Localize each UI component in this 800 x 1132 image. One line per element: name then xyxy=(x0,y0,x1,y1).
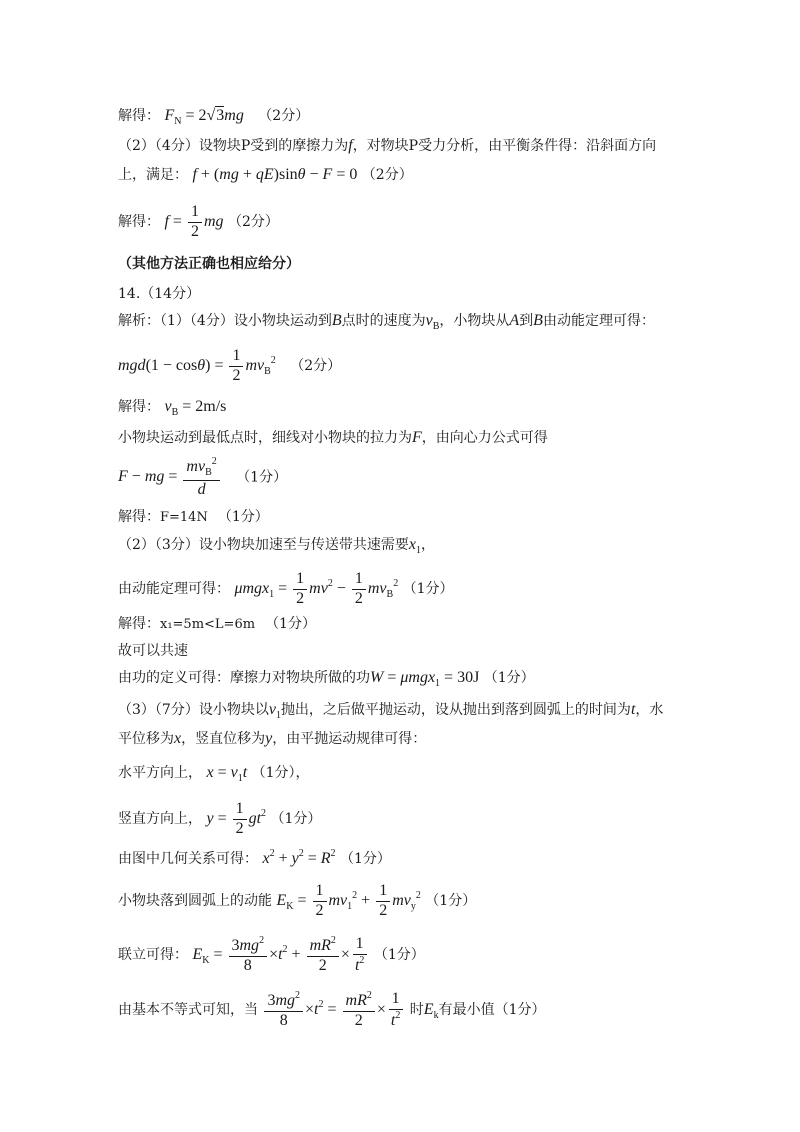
text: 由基本不等式可知，当 xyxy=(118,1001,258,1018)
text: 抛出，之后做平抛运动，设从抛出到落到圆弧上的时间为 xyxy=(280,702,631,718)
line-part3-intro xyxy=(118,702,663,721)
text: 上，满足： xyxy=(118,167,188,183)
text: 解得： xyxy=(118,108,160,124)
text: 解得： xyxy=(118,213,160,230)
text: 联立可得： xyxy=(118,946,188,963)
formula-centripetal: F − mg = $\frac{mv_B^2}{d}$ xyxy=(118,468,222,485)
line-centripetal-intro xyxy=(118,430,548,446)
question-number: 14.（14分） xyxy=(118,286,201,302)
line-conclusion xyxy=(118,644,188,658)
formula-geometry: $x^2 + y^2 = R^2$ xyxy=(262,848,336,867)
line-horizontal xyxy=(118,765,310,784)
line-balance-equation xyxy=(118,167,413,183)
line-work-definition xyxy=(118,670,535,689)
line-vertical xyxy=(118,801,321,838)
text: ，竖直位移为 xyxy=(181,731,266,747)
line-combined xyxy=(118,936,425,975)
text: 小物块落到圆弧上的动能 xyxy=(118,892,272,909)
text: 由动能定理可得： xyxy=(542,313,655,329)
line-work-energy xyxy=(118,571,454,608)
score: （2分） xyxy=(361,167,413,183)
line-geometry xyxy=(118,849,391,867)
score: （1分）， xyxy=(251,765,310,781)
line-part1-intro xyxy=(118,313,655,332)
text: ， xyxy=(420,537,435,553)
text: ，小物块从 xyxy=(439,313,510,329)
text: 小物块运动到最低点时，细线对小物块的拉力为 xyxy=(118,430,412,446)
text: 由功的定义可得：摩擦力对物块所做的功 xyxy=(118,670,370,686)
line-inequality xyxy=(118,991,546,1030)
text: 竖直方向上， xyxy=(118,810,202,827)
text: 水平方向上， xyxy=(118,765,202,781)
formula-vertical: y = $\frac{1}{2}$ $gt^2$ xyxy=(206,800,267,837)
line-kinetic-energy xyxy=(118,883,476,920)
text: 解析：（1）（4分）设小物块运动到 xyxy=(118,313,332,329)
formula-vb: $v_B = 2m/s$ xyxy=(164,398,227,418)
note-text: （其他方法正确也相应给分） xyxy=(118,256,300,272)
var-v1: $v_1$ xyxy=(268,701,281,721)
score: （1分） xyxy=(339,851,391,867)
score: （1分） xyxy=(425,892,477,909)
line-part2-14-intro xyxy=(118,537,435,556)
formula-work-energy: μmgx$_1$ = $\frac{1}{2}$ $mv^2$ − $\frac{1}{2}$ $mv_B^2$ xyxy=(234,570,399,607)
text: 故可以共速 xyxy=(118,643,188,659)
score: （1分） xyxy=(265,616,316,632)
line-note xyxy=(118,257,300,271)
text: ，对物块P受力分析，由平衡条件得：沿斜面方向 xyxy=(352,138,657,154)
score: （1分） xyxy=(217,509,269,525)
line-centripetal-equation xyxy=(118,457,287,498)
var-t: t xyxy=(630,701,636,718)
var-vb: $v_B$ xyxy=(425,312,440,332)
text: 解得： xyxy=(118,616,160,632)
text: 平位移为 xyxy=(118,731,174,747)
formula-combined: $E_K$ = $\frac{3mg^2}{8}$ $\times t^2$ + $\frac{mR^2}{2}$ × $\frac{1}{t^2}$ xyxy=(192,946,369,963)
text: 到 xyxy=(519,313,534,329)
line-vb-result xyxy=(118,399,226,418)
var-y: y xyxy=(265,730,273,747)
text: 有最小值（1分） xyxy=(438,1001,546,1018)
score: （2分） xyxy=(258,108,310,124)
score: （1分） xyxy=(373,946,425,963)
text: （2）（3分）设小物块加速至与传送带共速需要 xyxy=(118,537,409,553)
text: （3）（7分）设小物块以 xyxy=(118,702,269,718)
result: F=14N xyxy=(160,510,208,525)
text: ，由向心力公式可得 xyxy=(421,430,548,446)
line-part3-cont xyxy=(118,731,426,747)
text: 解得： xyxy=(118,399,160,415)
formula-work: W = μmgx$_1$ = 30J xyxy=(370,669,480,689)
text: 解得： xyxy=(118,509,160,525)
var-ek: $E_k$ xyxy=(423,1000,439,1021)
score: （1分） xyxy=(236,469,288,486)
formula-f: f = $\frac{1}{2}$ mg xyxy=(164,203,224,240)
line-fn-result xyxy=(118,108,309,127)
var-F: F xyxy=(412,429,422,446)
var-x1: $x_1$ xyxy=(408,536,421,556)
text: ，由平抛运动规律可得： xyxy=(272,731,427,747)
text: 由动能定理可得： xyxy=(118,580,230,597)
var-a: A xyxy=(509,312,520,329)
var-b2: B xyxy=(533,312,543,329)
line-f-result xyxy=(118,204,279,241)
score: （2分） xyxy=(290,357,342,374)
score: （2分） xyxy=(227,213,279,230)
formula-fn: $F_N = 2√3mg$ xyxy=(164,107,244,127)
var-x: x xyxy=(174,730,182,747)
text: ，水 xyxy=(635,702,664,718)
text: 点时的速度为 xyxy=(341,313,426,329)
formula-inequality: $\frac{3mg^2}{8}$ $\times t^2$ = $\frac{mR^2}{2}$ × $\frac{1}{t^2}$ xyxy=(262,1001,405,1018)
var-f: f xyxy=(348,137,353,154)
line-F-result xyxy=(118,510,269,524)
question-14-heading xyxy=(118,287,200,301)
formula-balance: f + (mg + qE)sinθ − F = 0 xyxy=(192,166,358,183)
score: （1分） xyxy=(270,810,322,827)
line-energy-equation xyxy=(118,348,341,385)
formula-ek: $E_K$ = $\frac{1}{2}$ $mv_1^2$ + $\frac{1}{2}$ $mv_y^2$ xyxy=(276,882,421,919)
score: （1分） xyxy=(483,670,535,686)
line-part2-intro xyxy=(118,138,656,154)
line-x1-result xyxy=(118,617,316,631)
formula-energy: mgd(1 − cosθ) = $\frac{1}{2}$ $mv_B^2$ xyxy=(118,347,276,384)
formula-horizontal: $x = v_1t$ xyxy=(206,764,248,784)
text: （2）（4分）设物块P受到的摩擦力为 xyxy=(118,138,349,154)
var-b: B xyxy=(331,312,342,329)
score: （1分） xyxy=(402,580,454,597)
result: x₁=5m<L=6m xyxy=(160,617,256,632)
text: 由图中几何关系可得： xyxy=(118,851,258,867)
text: 时 xyxy=(409,1001,424,1018)
